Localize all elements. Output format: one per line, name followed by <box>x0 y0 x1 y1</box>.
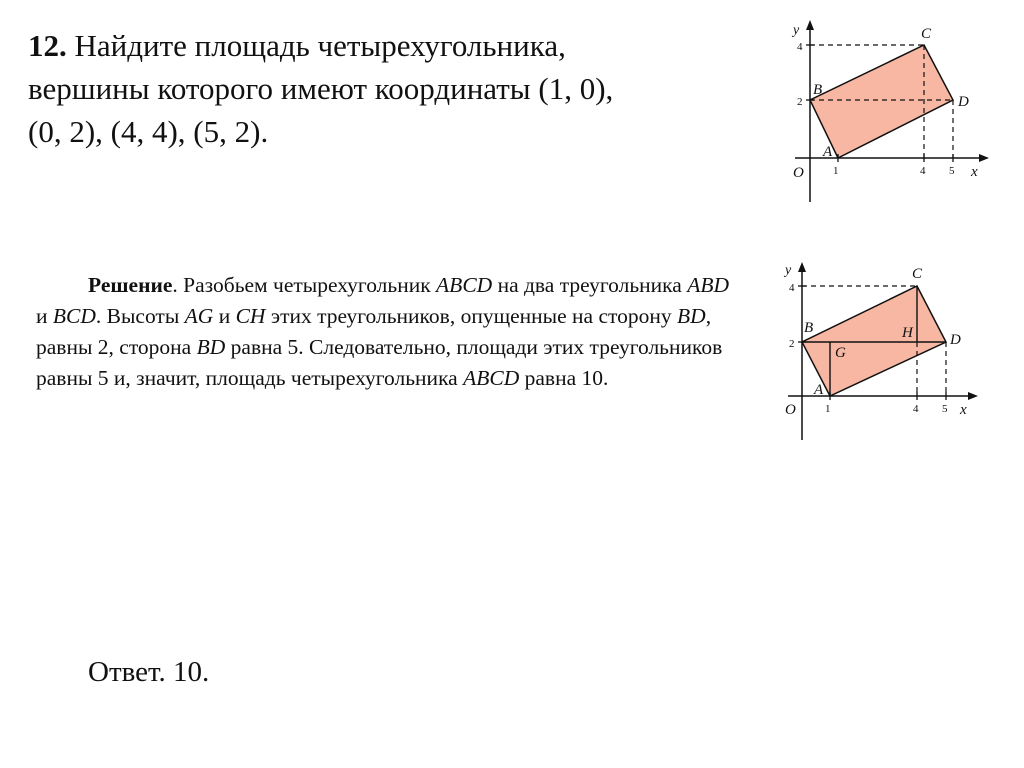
y-axis-arrow-icon <box>798 262 806 272</box>
problem-statement <box>28 24 728 153</box>
figure-top <box>785 14 1015 224</box>
problem-line-3: (0, 2), (4, 4), (5, 2). <box>28 114 269 149</box>
axis-label-y: y <box>793 23 800 38</box>
vertex-c: C <box>912 266 923 282</box>
vertex-a: A <box>814 382 824 398</box>
foot-h: H <box>902 325 913 341</box>
problem-line-1: 12. Найдите площадь четырехугольника, <box>28 28 566 63</box>
tick-x-5: 5 <box>949 165 955 177</box>
solution-label: Решение <box>88 273 173 297</box>
tick-x-1: 1 <box>833 165 839 177</box>
figure-bottom <box>780 258 1010 448</box>
tick-x-4: 4 <box>913 403 919 415</box>
tick-x-1: 1 <box>825 403 831 415</box>
origin-label: O <box>785 402 796 418</box>
tick-y-2: 2 <box>789 338 795 350</box>
problem-number: 12. <box>28 28 67 63</box>
vertex-c: C <box>921 26 932 42</box>
tick-x-4: 4 <box>920 165 926 177</box>
vertex-d: D <box>958 94 969 110</box>
vertex-d: D <box>950 332 961 348</box>
vertex-a: A <box>823 144 833 160</box>
quadrilateral-abcd <box>810 45 953 158</box>
quadrilateral-abcd <box>802 286 946 396</box>
problem-line-2: вершины которого имеют координаты (1, 0), <box>28 71 614 106</box>
solution-text: Решение. Разобьем четырехугольник ABCD на два треугольника ABD и BCD. Высоты AG и CH этих треугольников, опущенные на сторону BD, равны 2, сторона BD равна 5. Следовательно, площади этих треугольников равны 5 и, значит, площадь четырехугольника ABCD равна 10. <box>36 273 730 390</box>
x-axis-arrow-icon <box>979 154 989 162</box>
vertex-b: B <box>804 320 814 336</box>
tick-x-5: 5 <box>942 403 948 415</box>
tick-y-2: 2 <box>797 96 803 108</box>
y-axis-arrow-icon <box>806 20 814 30</box>
tick-y-4: 4 <box>789 282 795 294</box>
answer: Ответ. 10. <box>88 656 210 688</box>
axis-label-x: x <box>960 402 967 418</box>
vertex-b: B <box>813 82 823 98</box>
axis-label-x: x <box>971 164 978 180</box>
axis-label-y: y <box>785 263 792 278</box>
origin-label: O <box>793 165 804 181</box>
foot-g: G <box>835 345 846 361</box>
x-axis-arrow-icon <box>968 392 978 400</box>
tick-y-4: 4 <box>797 41 803 53</box>
